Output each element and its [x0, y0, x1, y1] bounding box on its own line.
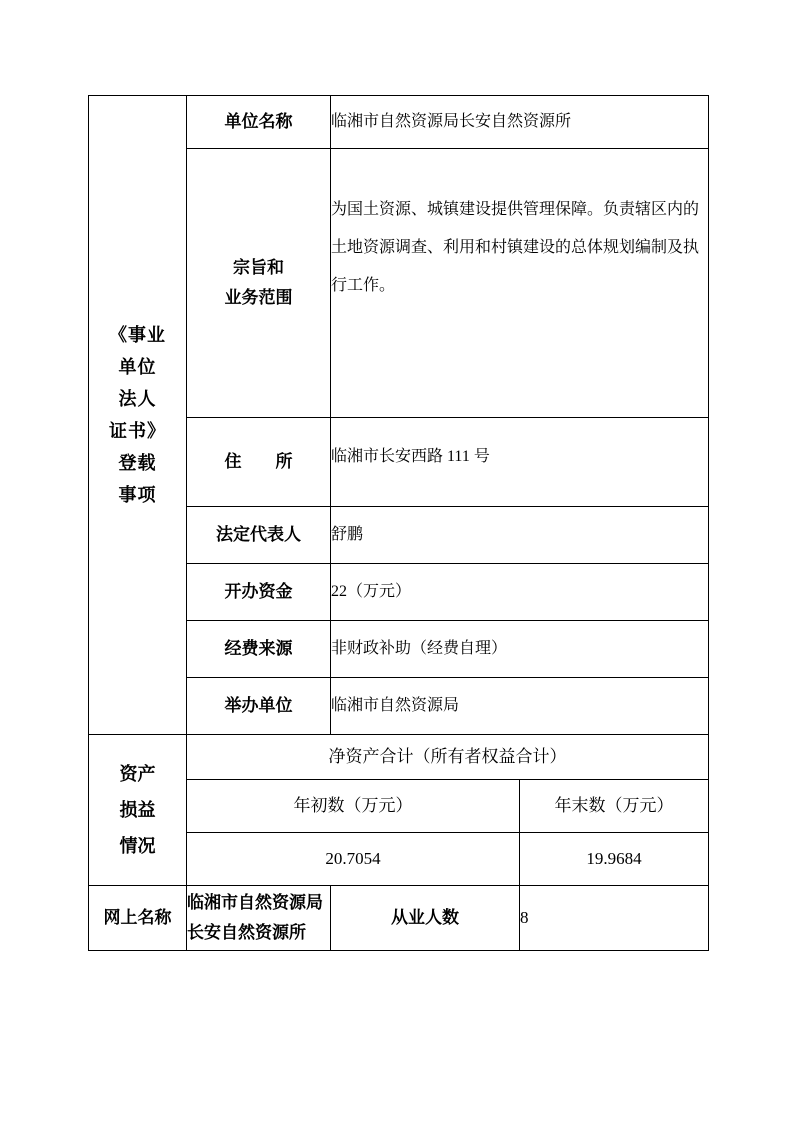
table-row — [89, 735, 709, 780]
label-address: 住 所 — [187, 418, 331, 507]
label-unit-name: 单位名称 — [187, 96, 331, 149]
title-line-5: 登载 — [118, 453, 157, 473]
label-online-name: 网上名称 — [89, 886, 187, 951]
title-line-1: 《事业 — [109, 325, 166, 345]
title-line-6: 事项 — [118, 485, 157, 505]
value-purpose-scope: 为国土资源、城镇建设提供管理保障。负责辖区内的土地资源调查、利用和村镇建设的总体规划编制及执行工作。 — [331, 149, 709, 418]
label-funding-source: 经费来源 — [187, 621, 331, 678]
label-staff-count: 从业人数 — [331, 886, 520, 951]
title-line-4: 证书》 — [109, 421, 166, 441]
title-line-3: 法人 — [118, 389, 157, 409]
asset-col-header-begin: 年初数（万元） — [187, 780, 520, 833]
asset-section-heading: 净资产合计（所有者权益合计） — [187, 735, 709, 780]
label-purpose-scope: 宗旨和 业务范围 — [187, 149, 331, 418]
title-line-2: 单位 — [118, 357, 157, 377]
value-unit-name: 临湘市自然资源局长安自然资源所 — [331, 96, 709, 149]
table-row — [89, 96, 709, 149]
certificate-title-cell — [89, 96, 187, 735]
value-funding-source: 非财政补助（经费自理） — [331, 621, 709, 678]
label-startup-funds: 开办资金 — [187, 564, 331, 621]
value-address: 临湘市长安西路 111 号 — [331, 418, 709, 507]
value-staff-count: 8 — [520, 886, 709, 951]
asset-col-header-end: 年末数（万元） — [520, 780, 709, 833]
value-startup-funds: 22（万元） — [331, 564, 709, 621]
value-legal-representative: 舒鹏 — [331, 507, 709, 564]
asset-value-begin: 20.7054 — [187, 833, 520, 886]
label-legal-representative: 法定代表人 — [187, 507, 331, 564]
table-row — [89, 886, 709, 951]
value-organizer: 临湘市自然资源局 — [331, 678, 709, 735]
registration-table — [88, 95, 709, 951]
value-online-name: 临湘市自然资源局长安自然资源所 — [187, 886, 331, 951]
label-organizer: 举办单位 — [187, 678, 331, 735]
asset-value-end: 19.9684 — [520, 833, 709, 886]
asset-section-title: 资产 损益 情况 — [89, 735, 187, 886]
